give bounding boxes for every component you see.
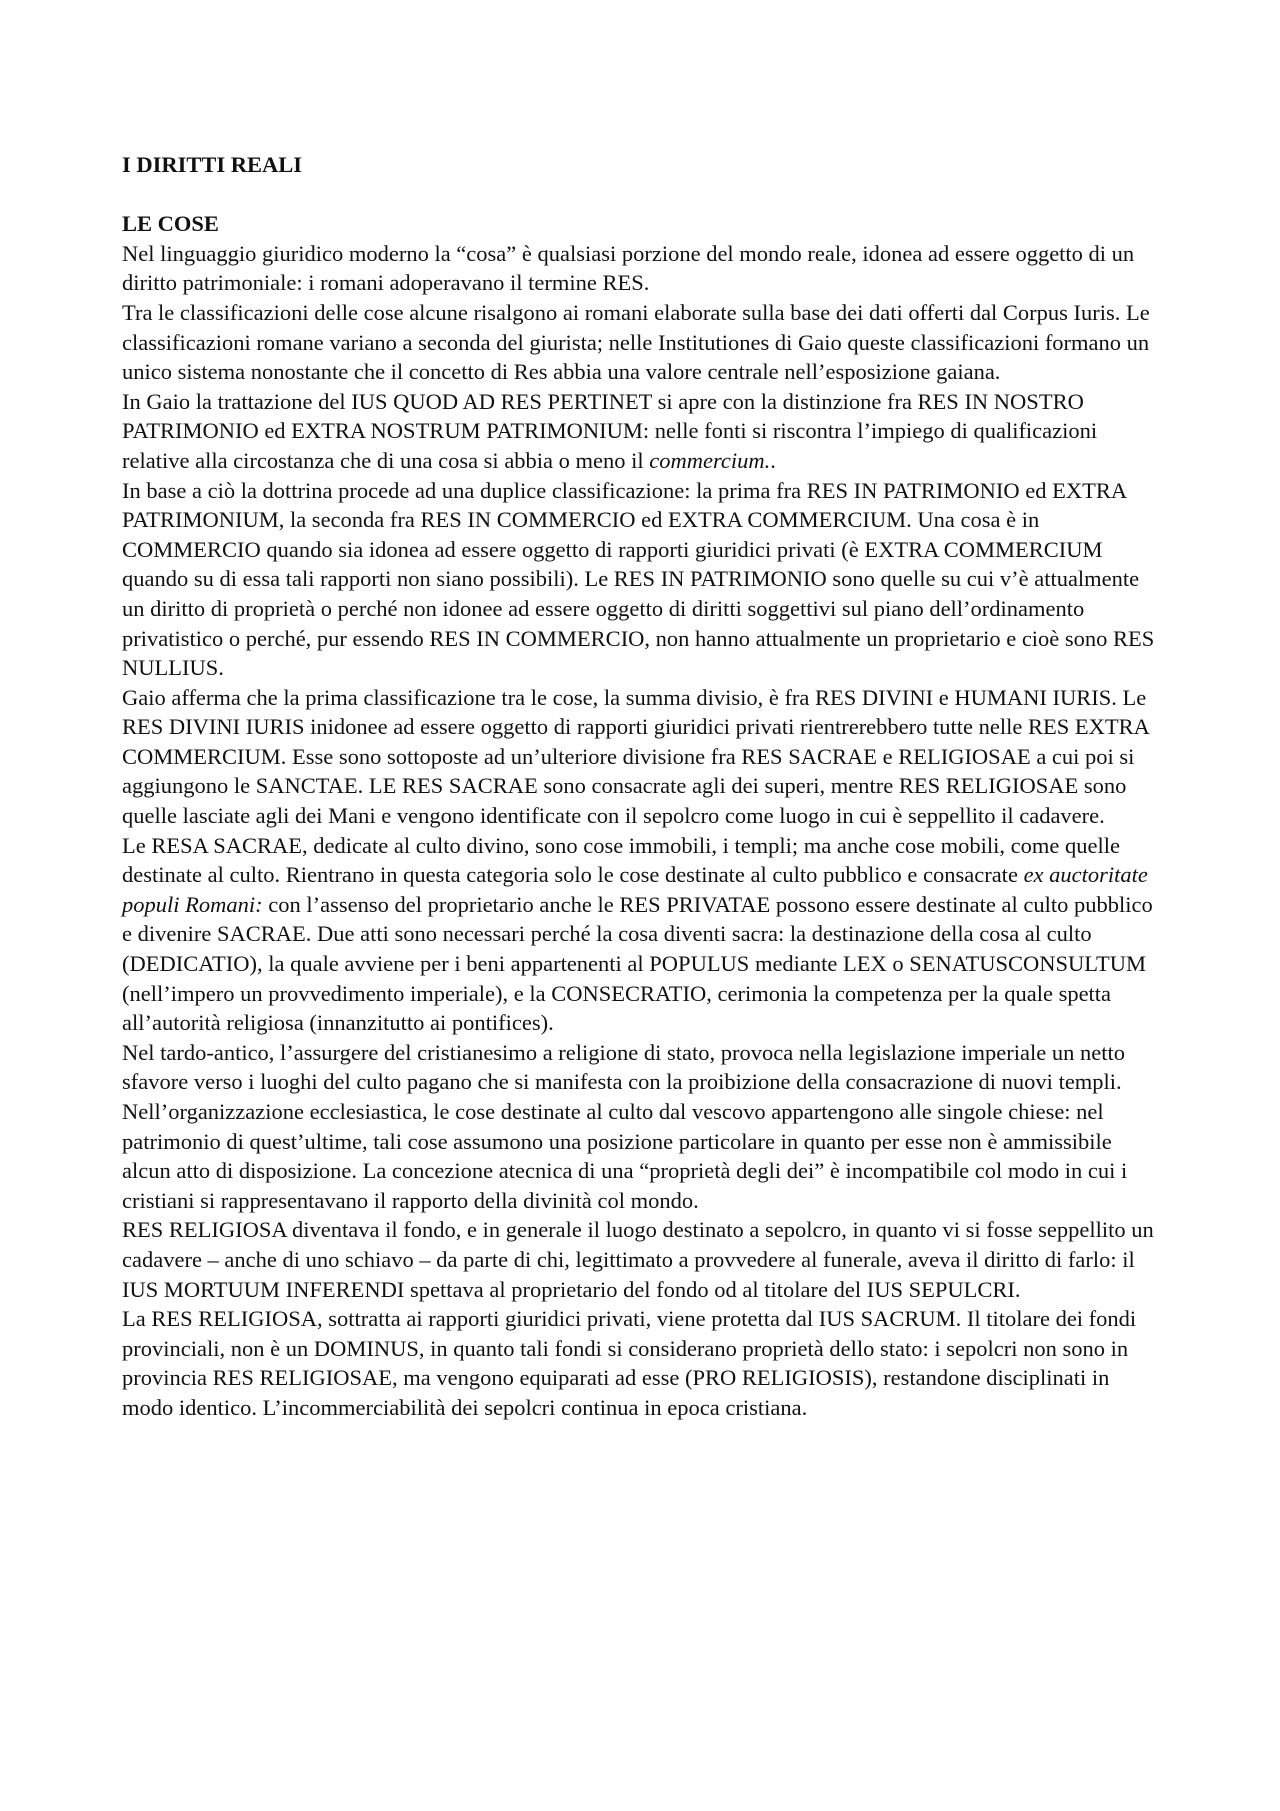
paragraph-3-text: In Gaio la trattazione del IUS QUOD AD RES PERTINET si apre con la distinzione fra RES IN NOSTRO PATRIMONIO ed EXTRA NOSTRUM PATRIMONIUM: nelle fonti si riscontra l’impiego di qualificazioni relative alla circostanza che di una cosa si abbia o meno il <box>122 388 1098 473</box>
paragraph-5: Gaio afferma che la prima classificazione tra le cose, la summa divisio, è fra RES DIVINI e HUMANI IURIS. Le RES DIVINI IURIS inidonee ad essere oggetto di rapporti giuridici privati rientrerebbero tutte nelle RES EXTRA COMMERCIUM. Esse sono sottoposte ad un’ulteriore divisione fra RES SACRAE e RELIGIOSAE a cui poi si aggiungono le SANCTAE. LE RES SACRAE sono consacrate agli dei superi, mentre RES RELIGIOSAE sono quelle lasciate agli dei Mani e vengono identificate con il sepolcro come luogo in cui è seppellito il cadavere. <box>122 684 1149 829</box>
paragraph-8: RES RELIGIOSA diventava il fondo, e in generale il luogo destinato a sepolcro, in quanto vi si fosse seppellito un cadavere – anche di uno schiavo – da parte di chi, legittimato a provvedere al funerale, aveva il diritto di farlo: il IUS MORTUUM INFERENDI spettava al proprietario del fondo od al titolare del IUS SEPULCRI. <box>122 1217 1154 1302</box>
section-heading: LE COSE <box>122 211 219 237</box>
paragraph-6-end: con l’assenso del proprietario anche le RES PRIVATAE possono essere destinate al culto pubblico e divenire SACRAE. Due atti sono necessari perché la cosa diventi sacra: la destinazione della cosa al culto (DEDICATIO), la quale avviene per i beni appartenenti al POPULUS mediante LEX o SENATUSCONSULTUM (nell’impero un provvedimento imperiale), e la CONSECRATIO, cerimonia la competenza per la quale spetta all’autorità religiosa (innanzitutto ai pontifices). <box>122 891 1153 1036</box>
paragraph-6-italic: ex auctoritate populi Romani: <box>122 862 1148 917</box>
paragraph-2: Tra le classificazioni delle cose alcune risalgono ai romani elaborate sulla base dei dati offerti dal Corpus Iuris. Le classificazioni romane variano a seconda del giurista; nelle Institutiones di Gaio queste classificazioni formano un unico sistema nonostante che il concetto di Res abbia una valore centrale nell’esposizione gaiana. <box>122 299 1150 385</box>
paragraph-1: Nel linguaggio giuridico moderno la “cosa” è qualsiasi porzione del mondo reale, idonea ad essere oggetto di un diritto patrimoniale: i romani adoperavano il termine RES. <box>122 240 1135 296</box>
paragraph-3-end: . <box>770 447 776 473</box>
document-page <box>122 150 1162 1423</box>
paragraph-3 <box>122 387 1162 476</box>
paragraph-9: La RES RELIGIOSA, sottratta ai rapporti giuridici privati, viene protetta dal IUS SACRUM. Il titolare dei fondi provinciali, non è un DOMINUS, in quanto tali fondi si considerano proprietà dello stato: i sepolcri non sono in provincia RES RELIGIOSAE, ma vengono equiparati ad esse (PRO RELIGIOSIS), restandone disciplinati in modo identico. L’incommerciabilità dei sepolcri continua in epoca cristiana. <box>122 1306 1137 1420</box>
paragraph-7: Nel tardo-antico, l’assurgere del cristianesimo a religione di stato, provoca nella legislazione imperiale un netto sfavore verso i luoghi del culto pagano che si manifesta con la proibizione della consacrazione di nuovi templi. Nell’organizzazione ecclesiastica, le cose destinate al culto dal vescovo appartengono alle singole chiese: nel patrimonio di quest’ultime, tali cose assumono una posizione particolare in quanto per esse non è ammissibile alcun atto di disposizione. La concezione atecnica di una “proprietà degli dei” è incompatibile col modo in cui i cristiani si rappresentavano il rapporto della divinità col mondo. <box>122 1039 1128 1213</box>
paragraph-4: In base a ciò la dottrina procede ad una duplice classificazione: la prima fra RES IN PATRIMONIO ed EXTRA PATRIMONIUM, la seconda fra RES IN COMMERCIO ed EXTRA COMMERCIUM. Una cosa è in COMMERCIO quando sia idonea ad essere oggetto di rapporti giuridici privati (è EXTRA COMMERCIUM quando su di essa tali rapporti non siano possibili). Le RES IN PATRIMONIO sono quelle su cui v’è attualmente un diritto di proprietà o perché non idonee ad essere oggetto di diritti soggettivi sul piano dell’ordinamento privatistico o perché, pur essendo RES IN COMMERCIO, non hanno attualmente un proprietario e cioè sono RES NULLIUS. <box>122 477 1155 681</box>
document-title: I DIRITTI REALI <box>122 152 303 177</box>
paragraph-6-text: Le RESA SACRAE, dedicate al culto divino, sono cose immobili, i templi; ma anche cose mobili, come quelle destinate al culto. Rientrano in questa categoria solo le cose destinate al culto pubblico e consacrate <box>122 832 1120 888</box>
paragraph-3-italic: commercium. <box>649 447 771 473</box>
paragraph-6 <box>122 831 1162 1038</box>
